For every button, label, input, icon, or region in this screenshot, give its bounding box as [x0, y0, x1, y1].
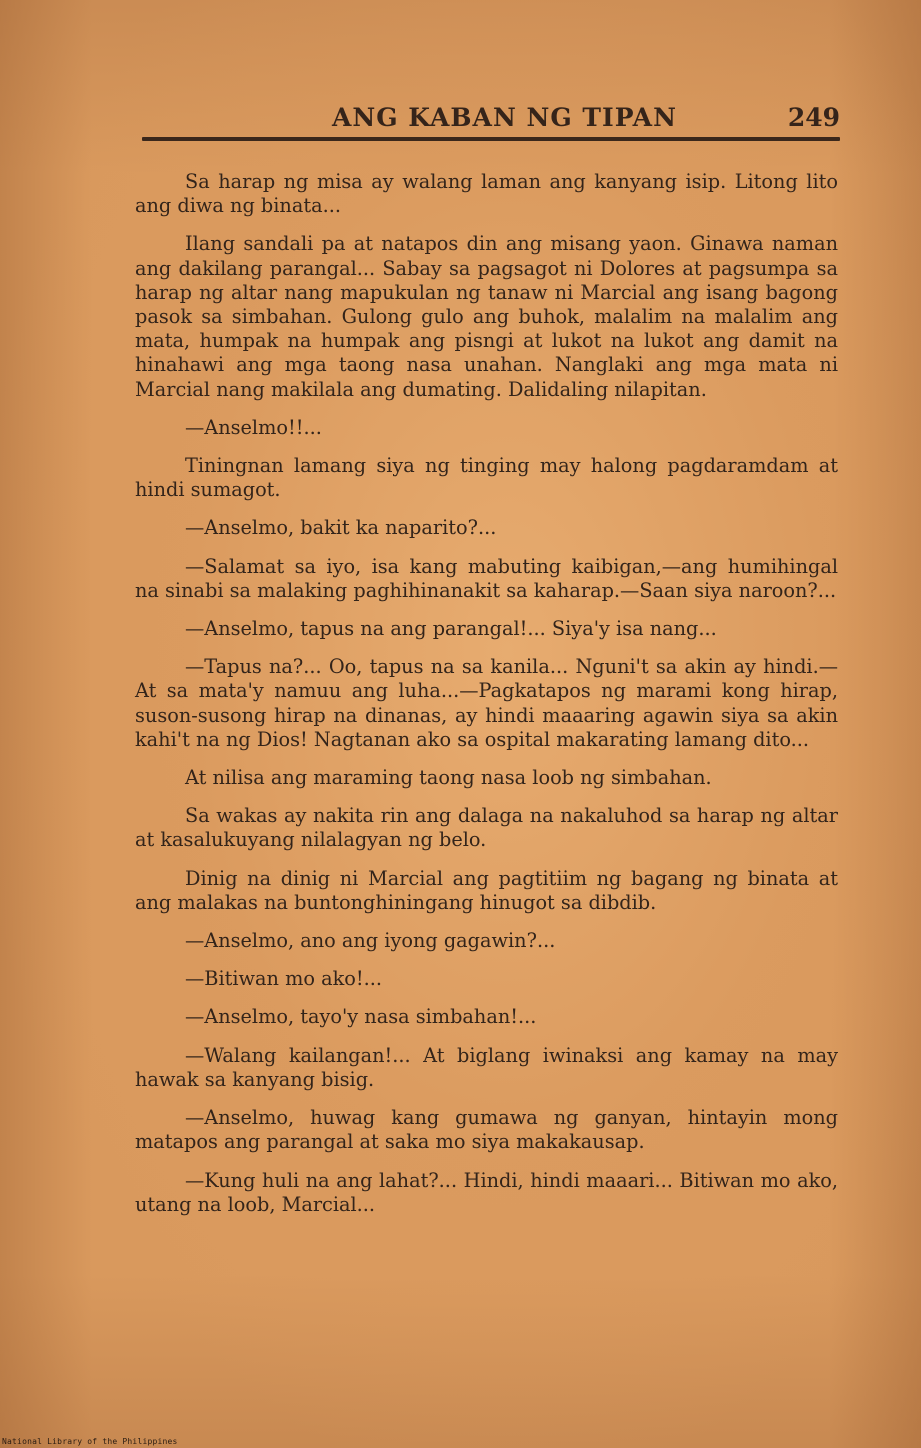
running-head — [142, 103, 842, 137]
library-credit: National Library of the Philippines — [2, 1437, 178, 1446]
paragraph: —Tapus na?... Oo, tapus na sa kanila... Nguni't sa akin ay hindi.—At sa mata'y namuu ang luha...—Pagkatapos ng marami kong hirap, suson-susong hirap na dinanas, ay hindi maaaring agawin siya sa akin kahi't na ng Dios! Nagtanan ako sa ospital makarating lamang dito... — [135, 655, 838, 751]
paragraph: —Anselmo, tayo'y nasa simbahan!... — [185, 1005, 537, 1029]
paragraph: —Anselmo, ano ang iyong gagawin?... — [185, 929, 556, 953]
running-head-title: ANG KABAN NG TIPAN — [332, 103, 677, 132]
paragraph: —Anselmo!!... — [185, 415, 322, 439]
paragraph: —Bitiwan mo ako!... — [185, 967, 383, 991]
body-text — [135, 170, 838, 1231]
paragraph: —Salamat sa iyo, isa kang mabuting kaibigan,—ang humihingal na sinabi sa malaking paghihinanakit sa kaharap.—Saan siya naroon?... — [135, 554, 838, 602]
paragraph: Tiningnan lamang siya ng tinging may halong pagdaramdam at hindi sumagot. — [135, 454, 838, 502]
paragraph: Sa wakas ay nakita rin ang dalaga na nakaluhod sa harap ng altar at kasalukuyang nilalagyan ng belo. — [135, 804, 838, 852]
paragraph: —Anselmo, huwag kang gumawa ng ganyan, hintayin mong matapos ang parangal at saka mo siya makakausap. — [135, 1106, 838, 1154]
paragraph: At nilisa ang maraming taong nasa loob ng simbahan. — [185, 766, 712, 790]
paragraph: —Anselmo, tapus na ang parangal!... Siya'y isa nang... — [185, 617, 717, 641]
paragraph: —Kung huli na ang lahat?... Hindi, hindi maaari... Bitiwan mo ako, utang na loob, Marcial... — [135, 1168, 838, 1216]
paragraph: Sa harap ng misa ay walang laman ang kanyang isip. Litong lito ang diwa ng binata... — [135, 170, 838, 218]
paragraph: Ilang sandali pa at natapos din ang misang yaon. Ginawa naman ang dakilang parangal... Sabay sa pagsagot ni Dolores at pagsumpa sa harap ng altar nang mapukulan ng tanaw ni Marcial ang isang bagong pasok sa simbahan. Gulong gulo ang buhok, malalim na malalim ang mata, humpak na humpak ang pisngi at lukot na lukot ang damit na hinahawi ang mga taong nasa unahan. Nanglaki ang mga mata ni Marcial nang makilala ang dumating. Dalidaling nilapitan. — [135, 232, 838, 401]
paragraph: —Walang kailangan!... At biglang iwinaksi ang kamay na may hawak sa kanyang bisig. — [135, 1043, 838, 1091]
header-rule — [142, 137, 840, 141]
page-number: 249 — [787, 103, 840, 132]
paragraph: Dinig na dinig ni Marcial ang pagtitiim ng bagang ng binata at ang malakas na buntonghiningang hinugot sa dibdib. — [135, 866, 838, 914]
paragraph: —Anselmo, bakit ka naparito?... — [185, 516, 497, 540]
